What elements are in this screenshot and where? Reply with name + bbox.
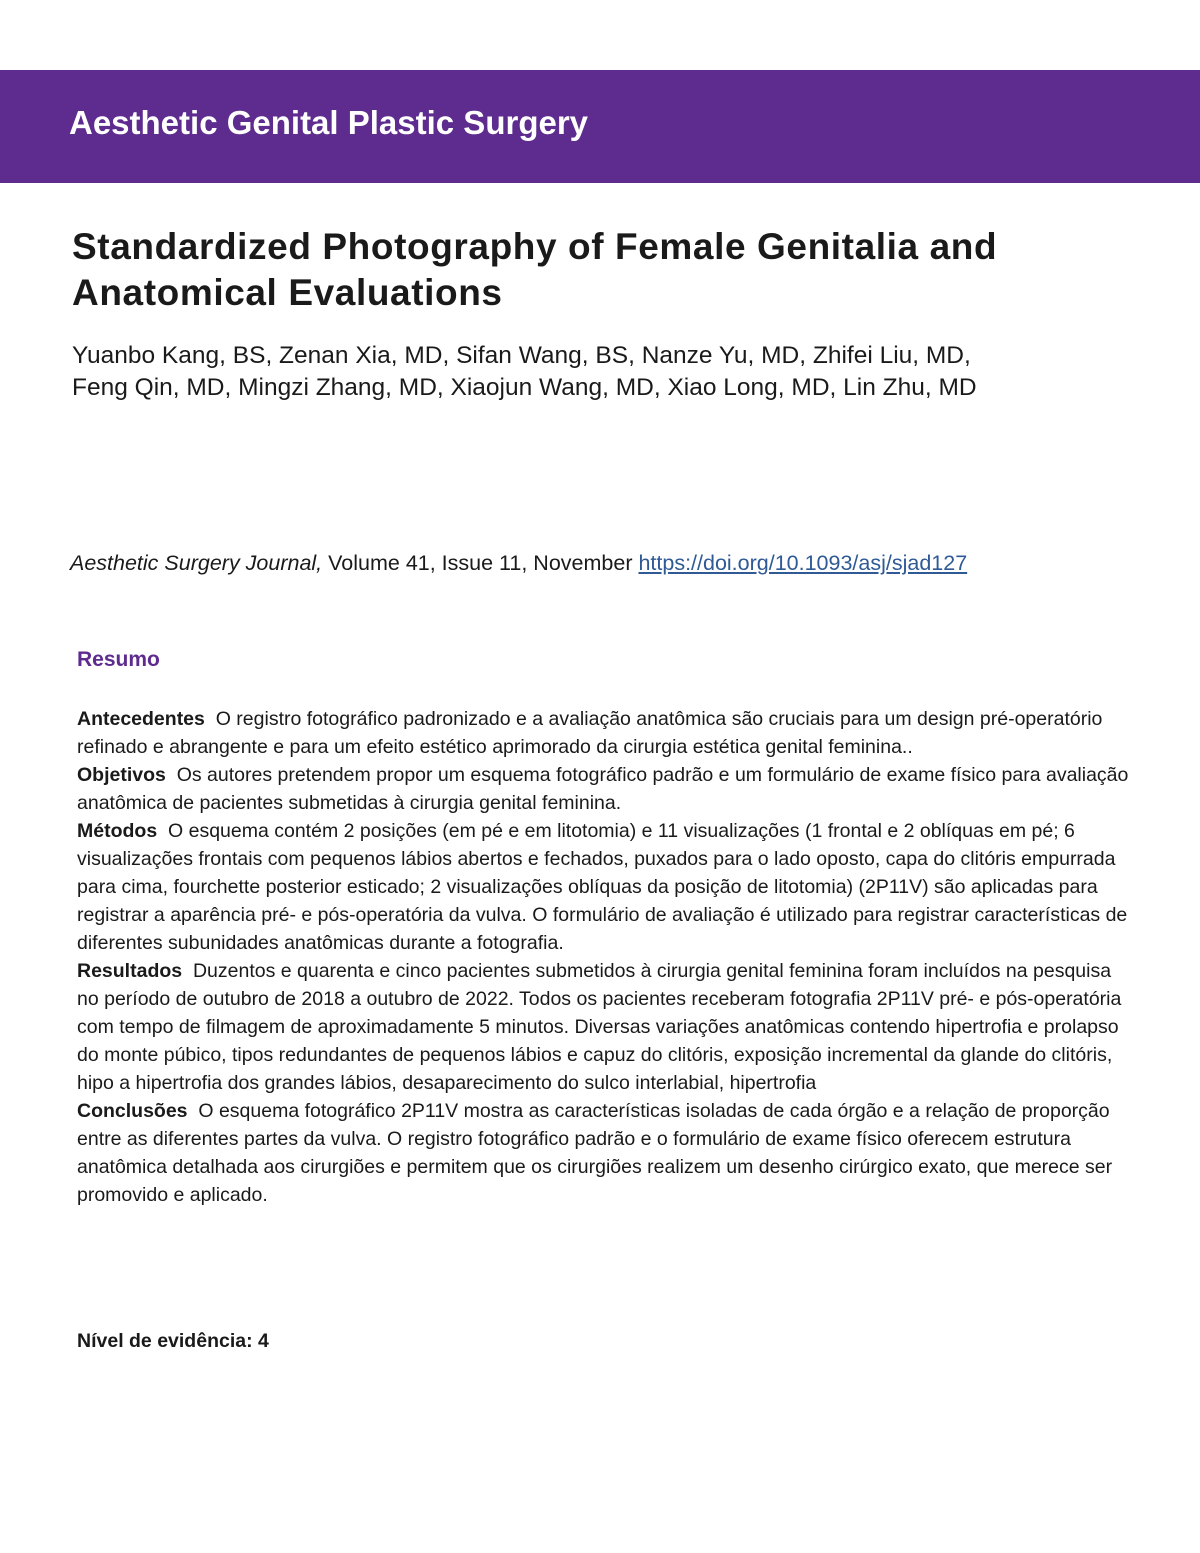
journal-banner [0,70,1200,183]
section-label: Resultados [77,960,183,982]
evidence-level: Nível de evidência: 4 [77,1330,269,1352]
section-label: Objetivos [77,764,166,786]
doi-link[interactable]: https://doi.org/10.1093/asj/sjad127 [638,551,968,575]
section-text: Os autores pretendem propor um esquema fotográfico padrão e um formulário de exame físico para avaliação anatômica de pacientes submetidas à cirurgia genital feminina. [77,764,1129,814]
authors-line-2: Feng Qin, MD, Mingzi Zhang, MD, Xiaojun Wang, MD, Xiao Long, MD, Lin Zhu, MD [72,374,977,401]
section-label: Antecedentes [77,708,205,730]
abstract-section-antecedentes [77,705,1137,761]
citation-details: Volume 41, Issue 11, November [322,551,639,575]
abstract-body [77,705,1137,1209]
section-label: Conclusões [77,1100,188,1122]
citation [70,549,1170,577]
abstract-section-objetivos [77,761,1137,817]
author-list [72,340,1152,404]
section-text: O esquema fotográfico 2P11V mostra as características isoladas de cada órgão e a relação de proporção entre as diferentes partes da vulva. O registro fotográfico padrão e o formulário de exame físico oferecem estrutura anatômica detalhada aos cirurgiões e permitem que os cirurgiões realizem um desenho cirúrgico exato, que merece ser promovido e aplicado. [77,1100,1113,1206]
banner-title: Aesthetic Genital Plastic Surgery [69,104,589,141]
section-text: O registro fotográfico padronizado e a avaliação anatômica são cruciais para um design pré-operatório refinado e abrangente e para um efeito estético aprimorado da cirurgia estética genital feminina.. [77,708,1103,758]
abstract-section-metodos [77,817,1137,957]
article-title: Standardized Photography of Female Genitalia and Anatomical Evaluations [72,226,998,313]
section-text: Duzentos e quarenta e cinco pacientes submetidos à cirurgia genital feminina foram incluídos na pesquisa no período de outubro de 2018 a outubro de 2022. Todos os pacientes receberam fotografia 2P11V pré- e pós-operatória com tempo de filmagem de aproximadamente 5 minutos. Diversas variações anatômicas contendo hipertrofia e prolapso do monte púbico, tipos redundantes de pequenos lábios e capuz do clitóris, exposição incremental da glande do clitóris, hipo a hipertrofia dos grandes lábios, desaparecimento do sulco interlabial, hipertrofia [77,960,1122,1094]
abstract-section-conclusoes [77,1097,1137,1209]
section-text: O esquema contém 2 posições (em pé e em litotomia) e 11 visualizações (1 frontal e 2 oblíquas em pé; 6 visualizações frontais com pequenos lábios abertos e fechados, puxados para o lado oposto, capa do clitóris empurrada para cima, fourchette posterior esticado; 2 visualizações oblíquas da posição de litotomia) (2P11V) são aplicadas para registrar a aparência pré- e pós-operatória da vulva. O formulário de avaliação é utilizado para registrar características de diferentes subunidades anatômicas durante a fotografia. [77,820,1128,954]
abstract-section-resultados [77,957,1137,1097]
section-label: Métodos [77,820,158,842]
abstract-heading: Resumo [77,648,160,671]
journal-name: Aesthetic Surgery Journal, [70,551,323,575]
authors-line-1: Yuanbo Kang, BS, Zenan Xia, MD, Sifan Wang, BS, Nanze Yu, MD, Zhifei Liu, MD, [72,342,971,369]
